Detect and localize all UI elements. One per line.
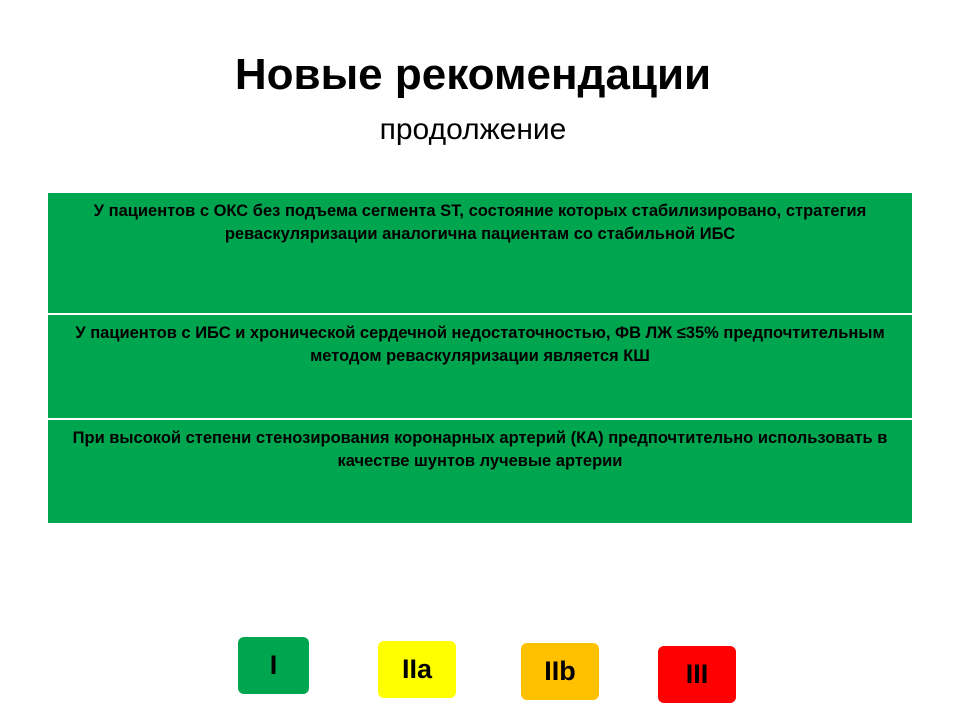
- class-iia-badge: IIa: [378, 641, 456, 698]
- recommendations-table: [48, 193, 912, 523]
- slide-subtitle: продолжение: [379, 113, 567, 146]
- recommendation-row: У пациентов с ОКС без подъема сегмента ST, состояние которых стабилизировано, стратегия реваскуляризации аналогична пациентам со стабильной ИБС: [48, 193, 912, 313]
- class-iib-badge: IIb: [521, 643, 599, 700]
- slide-title: Новые рекомендации: [234, 50, 712, 99]
- recommendation-row: При высокой степени стенозирования коронарных артерий (КА) предпочтительно использовать в качестве шунтов лучевые артерии: [48, 420, 912, 523]
- recommendation-row: У пациентов с ИБС и хронической сердечной недостаточностью, ФВ ЛЖ ≤35% предпочтительным методом реваскуляризации является КШ: [48, 315, 912, 418]
- class-iii-badge: III: [658, 646, 736, 703]
- class-i-badge: I: [238, 637, 309, 694]
